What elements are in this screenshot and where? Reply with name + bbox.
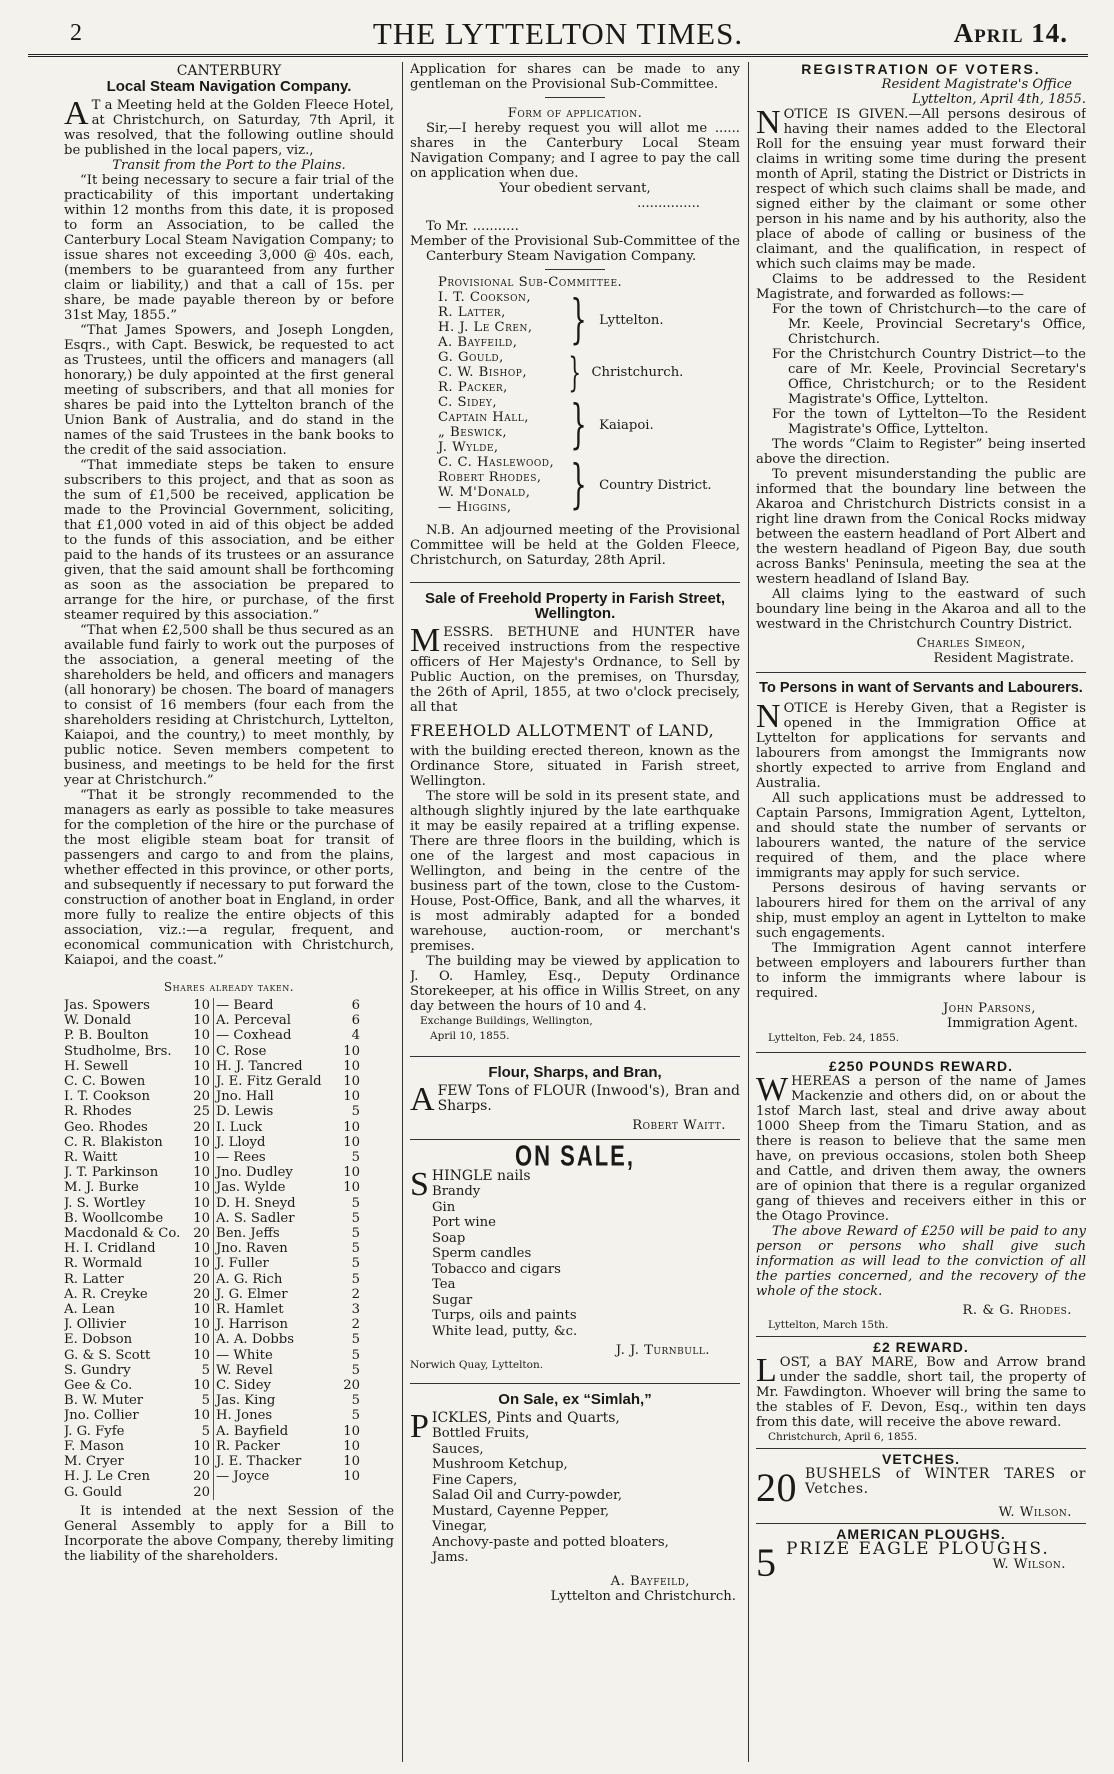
servants-body-4: The Immigration Agent cannot interfere between employers and labourers further than to inform the immigrants where labour is required. [756,941,1086,1001]
divider [545,97,605,98]
issue-date: April 14. [953,18,1068,48]
shareholder-name: Jno. Hall [216,1089,274,1105]
committee-member: Captain Hall, [438,410,529,425]
share-count: 3 [351,1302,360,1318]
flour-body: AFEW Tons of FLOUR (Inwood's), Bran and Sharps. [410,1081,740,1118]
share-count: 5 [184,1424,214,1439]
onsale-signature: J. J. Turnbull. [615,1343,710,1358]
share-count: 5 [351,1210,360,1226]
shareholder-name: Studholme, Brs. [64,1043,172,1059]
simlah-heading: On Sale, ex “Simlah,” [498,1391,652,1408]
committee-member: — Higgins, [438,500,512,515]
share-count: 10 [343,1119,360,1135]
onsale-heading: ON SALE, [515,1139,635,1172]
subcommittee-group [438,350,740,395]
share-count: 20 [184,1272,214,1287]
claim-address: For the Christchurch Country District—to the care of Mr. Keele, Provincial Secretary's Office, Christchurch; or to the Resident Magistrate's Office, Lyttelton. [772,347,1086,407]
share-count: 10 [343,1089,360,1105]
committee-member: H. J. Le Cren, [438,320,533,335]
simlah-item: Salad Oil and Curry-powder, [432,1488,623,1503]
registration-signature: Charles Simeon, [916,636,1026,651]
servants-body-2: All such applications must be addressed to Captain Parsons, Immigration Agent, Lyttelton, and should state the number of servants or labourers wanted, the nature of the service required of them, and the place where immigrants may apply for such service. [756,791,1086,881]
reward-date: Lyttelton, March 15th. [768,1319,889,1331]
column-1 [64,62,394,1766]
share-count: 10 [184,1256,214,1271]
shareholder-name: A. Lean [64,1302,115,1318]
shareholder-name: — Coxhead [216,1028,292,1044]
shareholder-name: M. Cryer [64,1454,124,1470]
shareholder-name: W. Revel [216,1362,273,1378]
column-2 [410,62,740,1766]
simlah-item: Fine Capers, [432,1472,518,1488]
shareholder-name: J. Lloyd [216,1134,266,1150]
onsale-first: SHINGLE nails [410,1166,531,1203]
shareholder-name: — Rees [216,1150,266,1166]
transit-subhead: Transit from the Port to the Plains. [112,158,346,173]
shareholder-name: Jas. Spowers [64,998,150,1013]
share-count: 5 [351,1104,360,1120]
page-number: 2 [70,20,82,46]
reward-body-2: The above Reward of £250 will be paid to any person or persons who shall give such information as will lead to the conviction of all the parties concerned, and the recovery of the whole of the stock. [756,1224,1086,1299]
divider [756,1448,1086,1449]
share-count: 10 [184,1074,214,1089]
shareholder-name: R. Latter [64,1271,124,1287]
shareholder-name: P. B. Boulton [64,1028,149,1044]
share-count: 10 [184,1044,214,1059]
share-count: 6 [351,998,360,1013]
committee-member: A. Bayfeild, [438,335,518,350]
sale-body-2: with the building erected thereon, known as the Ordinance Store, situated in Farish street, Wellington. [410,744,740,789]
shareholder-name: B. W. Muter [64,1393,144,1409]
share-count: 10 [184,1302,214,1317]
share-count [330,1485,360,1500]
simlah-signature: A. Bayfeild, [610,1573,690,1589]
registration-date: Lyttelton, April 4th, 1855. [912,92,1086,107]
subcommittee-group [438,395,740,455]
resolution-1: “It being necessary to secure a fair trial of the practicability of this important undertaking within 12 months from this date, it is proposed to form an Association, to be called the Canterbury Local Steam Navigation Company; to issue shares not exceeding 3,000 @ 40s. each, (members to be guaranteed from any further claim or liability,) and that a call of 15s. per share, be made payable thereon by or before 31st May, 1855.” [64,173,394,323]
share-count: 6 [351,1013,360,1029]
shareholder-name: J. T. Parkinson [64,1165,159,1181]
shareholder-name: C. Rose [216,1043,267,1059]
divider [756,1523,1086,1524]
shareholder-name: A. G. Rich [216,1271,283,1287]
shareholder-name: J. Fuller [216,1256,269,1272]
share-count: 10 [343,1454,360,1470]
simlah-item: Anchovy-paste and potted bloaters, [432,1534,669,1550]
share-count: 20 [184,1485,214,1500]
share-count: 5 [351,1362,360,1378]
share-count: 5 [351,1271,360,1287]
shareholder-name: Ben. Jeffs [216,1226,280,1242]
share-count: 2 [351,1286,360,1302]
share-count: 10 [343,1165,360,1181]
divider [410,1383,740,1384]
registration-role: Resident Magistrate. [933,651,1074,666]
share-count: 10 [343,1423,360,1439]
shareholder-name: J. G. Elmer [216,1286,288,1302]
committee-member: R. Latter, [438,305,506,320]
share-count: 5 [184,1393,214,1408]
registration-body: NOTICE IS GIVEN.—All persons desirous of having their names added to the Electoral Roll for the ensuing year must forward their claims in writing some time during the present month of April, stating the District or Districts in respect of which such claims shall be made, and signed either by the claimant or some other person in his name and by his authority, also the place of abode of calling or business of the claimant, and the qualification, in respect of which such claims may be made. [756,104,1086,272]
committee-place: Lyttelton. [599,312,664,328]
brace-mark: } [570,455,587,515]
brace-mark: } [568,349,582,396]
share-count: 20 [343,1378,360,1394]
share-count: 10 [184,1241,214,1256]
shareholder-name: R. Packer [216,1438,280,1454]
divider [545,269,605,270]
share-count: 10 [184,1348,214,1363]
ploughs-body: 5 PRIZE EAGLE PLOUGHS. [756,1539,1050,1585]
onsale-item: Sugar [432,1292,473,1308]
lost-date: Christchurch, April 6, 1855. [768,1431,918,1443]
share-count: 10 [343,1058,360,1074]
shareholder-name: R. Waitt [64,1150,118,1166]
share-count: 10 [343,1438,360,1454]
share-count: 10 [184,1135,214,1150]
share-count: 10 [184,1378,214,1393]
share-count: 20 [184,1226,214,1241]
resolution-4: “That when £2,500 shall be thus secured as an available fund fairly to work out the purposes of the association, a general meeting of the shareholders be held, and officers and managers (all honorary) be chosen. The board of managers to consist of 16 members (four each from the shareholders residing at Christchurch, Lyttelton, Kaiapoi, and the country,) to meet monthly, by public notice. Seven members competent to business, and meetings to be held for the first year at Christchurch.” [64,623,394,788]
share-count: 10 [343,1043,360,1059]
masthead [28,14,1088,57]
form-title: Form of application. [507,106,643,121]
registration-list [756,302,1086,437]
shareholder-name: A. R. Creyke [64,1286,148,1302]
onsale-item: Sperm candles [432,1246,532,1261]
subcommittee-list [410,290,740,515]
share-count: 10 [184,1165,214,1180]
shareholder-name: Gee & Co. [64,1378,133,1394]
sale-body-4: The building may be viewed by application to J. O. Hamley, Esq., Deputy Ordinance Storekeeper, at his office in Willis Street, on any day between the hours of 10 and 4. [410,954,740,1014]
shareholder-name: J. Ollivier [64,1317,126,1333]
company-heading: Local Steam Navigation Company. [106,78,352,95]
onsale-item: Tea [432,1277,456,1292]
onsale-list [410,1184,740,1339]
committee-member: „ Beswick, [438,425,508,440]
form-to: To Mr. ........... [426,219,519,234]
registration-boundary: To prevent misunderstanding the public are informed that the boundary line between the Akaroa and Christchurch Districts consist in a right line drawn from the Conical Rocks midway between the eastern headland of Port Albert and the western headland of Pigeon Bay, due south across Banks' Peninsula, meeting the sea at the western headland of Island Bay. [756,467,1086,587]
shareholder-name: I. T. Cookson [64,1089,150,1105]
shareholder-name: D. H. Sneyd [216,1195,296,1211]
share-count: 10 [184,1150,214,1165]
share-count: 20 [184,1120,214,1135]
simlah-first: PICKLES, Pints and Quarts, [410,1408,620,1445]
reward-body: WHEREAS a person of the name of James Mackenzie and others did, on or about the 1stof March last, steal and drive away about 1000 Sheep from the Timaru Station, and as there is reason to believe that the same men have, on previous occasions, stolen both Sheep and Cattle, and driven them away, the owners are of opinion that there is a regular organized gang of thieves and receivers either in this or the Otago Province. [756,1071,1086,1224]
onsale-item: Brandy [432,1184,481,1199]
share-count: 4 [351,1028,360,1044]
shareholder-name: J. S. Wortley [64,1195,146,1211]
share-count: 5 [351,1226,360,1242]
simlah-item: Mustard, Cayenne Pepper, [432,1503,610,1519]
share-count: 10 [184,1332,214,1347]
simlah-list [410,1426,740,1566]
shareholder-name: H. J. Tancred [216,1058,303,1074]
share-count: 10 [184,998,214,1013]
share-count: 20 [184,1287,214,1302]
shareholder-name: H. I. Cridland [64,1241,156,1257]
shareholder-name: B. Woollcombe [64,1210,164,1226]
share-count: 10 [184,1180,214,1195]
shareholder-name: A. A. Dobbs [216,1332,294,1348]
shareholder-name: D. Lewis [216,1104,274,1120]
shareholder-name: R. Rhodes [64,1104,132,1120]
share-count: 25 [184,1104,214,1119]
share-count: 20 [184,1089,214,1104]
form-member: Member of the Provisional Sub-Committee of the Canterbury Steam Navigation Company. [410,234,740,264]
share-count: 5 [351,1393,360,1409]
servants-body-3: Persons desirous of having servants or labourers hired for them on the arrival of any ship, must employ an agent in Lyttelton to make such engagements. [756,881,1086,941]
share-count: 2 [351,1317,360,1333]
shareholder-name: I. Luck [216,1119,263,1135]
share-count: 10 [184,1028,214,1043]
share-count: 5 [351,1256,360,1272]
shareholder-name [216,1485,328,1500]
resolution-3: “That immediate steps be taken to ensure subscribers to this project, and that as soon as the sum of £1,500 be received, application be made to the Provincial Government, soliciting, that £1,000 voted in aid of this object be added to the funds of this association, and be either paid to the hands of its trustees or an assurance given, that the said amount shall be forthcoming as soon as the association be prepared to arrange for the hire, or purchase, of the first steamer required by this association.” [64,458,394,623]
committee-member: R. Packer, [438,380,508,395]
claim-address: For the town of Christchurch—to the care of Mr. Keele, Provincial Secretary's Office, Christchurch. [772,302,1086,347]
shareholder-name: W. Donald [64,1013,132,1029]
share-count: 10 [343,1134,360,1150]
sale-address: Exchange Buildings, Wellington, [420,1015,593,1027]
shareholder-name: A. S. Sadler [216,1210,295,1226]
shareholder-name: F. Mason [64,1438,125,1454]
share-count: 10 [343,1469,360,1485]
shareholder-name: C. R. Blakiston [64,1134,163,1150]
share-count: 10 [184,1317,214,1332]
servants-heading: To Persons in want of Servants and Labourers. [759,680,1083,696]
onsale-address: Norwich Quay, Lyttelton. [410,1359,544,1371]
shareholder-name: Jas. Wylde [216,1180,286,1196]
flour-signature: Robert Waitt. [632,1118,726,1133]
subcommittee-title: Provisional Sub-Committee. [438,275,623,290]
onsale-item: White lead, putty, &c. [432,1323,578,1339]
registration-words: The words “Claim to Register” being inserted above the direction. [756,437,1086,467]
shareholder-name: Jno. Collier [64,1408,139,1424]
shares-table [64,998,394,1500]
shareholder-name: G. & S. Scott [64,1347,151,1363]
committee-member: C. W. Bishop, [438,365,528,380]
committee-place: Kaiapoi. [599,417,654,433]
share-count: 10 [184,1211,214,1226]
registration-all-claims: All claims lying to the eastward of such boundary line being in the Akaroa and all to the westward in the Christchurch Country District. [756,587,1086,632]
servants-role: Immigration Agent. [947,1016,1078,1031]
closing-note: It is intended at the next Session of the General Assembly to apply for a Bill to Incorporate the above Company, thereby limiting the liability of the shareholders. [64,1503,394,1564]
share-count: 5 [351,1241,360,1257]
share-count: 5 [351,1195,360,1211]
shareholder-name: M. J. Burke [64,1180,139,1196]
share-count: 10 [184,1196,214,1211]
registration-claims: Claims to be addressed to the Resident Magistrate, and forwarded as follows:— [756,272,1086,302]
shareholder-name: Jno. Dudley [216,1165,293,1181]
share-count: 10 [184,1408,214,1423]
resolution-2: “That James Spowers, and Joseph Longden, Esqrs., with Capt. Beswick, be requested to act as Trustees, until the officers and managers (all honorary,) be duly appointed at the first general meeting of subscribers, and that all monies for shares be paid into the Lyttelton branch of the Union Bank of Australia, and do stand in the names of the said Trustees in the bank books to the credit of the said association. [64,323,394,458]
brace-mark: } [570,395,587,455]
vetches-heading: VETCHES. [881,1451,960,1467]
shareholder-name: J. E. Thacker [216,1454,302,1470]
shareholder-name: H. Jones [216,1408,273,1424]
lost-heading: £2 REWARD. [873,1339,969,1355]
shareholder-name: A. Bayfield [216,1423,289,1439]
meeting-intro: A T a Meeting held at the Golden Fleece Hotel, at Christchurch, on Saturday, 7th April, it was resolved, that the following outline should be published in the local papers, viz., [64,95,394,158]
share-count: 5 [351,1150,360,1166]
onsale-item: Soap [432,1230,466,1246]
nb-note: N.B. An adjourned meeting of the Provisional Committee will be held at the Golden Fleece, Christchurch, on Saturday, 28th April. [410,523,740,568]
share-count: 10 [343,1074,360,1090]
vetches-body: 20 BUSHELS of WINTER TARES or Vetches. [756,1465,1086,1510]
shareholder-name: C. C. Bowen [64,1074,146,1090]
simlah-item: Sauces, [432,1441,484,1457]
form-signature-line: ............... [637,196,700,211]
flour-heading: Flour, Sharps, and Bran, [488,1064,662,1081]
registration-heading: REGISTRATION OF VOTERS. [801,62,1041,77]
sale-date: April 10, 1855. [430,1030,510,1042]
shareholder-name: — White [216,1347,273,1363]
divider [756,1052,1086,1053]
shareholder-name: Jno. Raven [216,1241,288,1257]
sale-headline: FREEHOLD ALLOTMENT of LAND, [410,721,715,740]
ploughs-signature: W. Wilson. [992,1557,1066,1572]
divider [756,672,1086,673]
lost-body: LOST, a BAY MARE, Bow and Arrow brand under the saddle, short tail, the property of Mr. Fawdington. Whoever will bring the same to the stables of F. Devon, Esq., within ten days from this date, will receive the above reward. [756,1352,1086,1430]
simlah-item: Jams. [432,1550,469,1565]
resolution-5: “That it be strongly recommended to the managers as early as possible to take measures for the completion of the hire or the purchase of the most eligible steam boat for transit of passengers and cargo to and from the plains, whether effected in this province, or other ports, and subsequently if necessary to put forward the construction of another boat in England, in order more fully to realize the entire objects of this association, viz.:—a regular, frequent, and economical communication with Christchurch, Kaiapoi, and the coast.” [64,788,394,968]
form-body: Sir,—I hereby request you will allot me ...... shares in the Canterbury Local Steam Navigation Company; and I agree to pay the call on application when due. [410,121,740,181]
divider [410,1056,740,1057]
subcommittee-group [438,455,740,515]
ploughs-heading: AMERICAN PLOUGHS. [836,1526,1006,1542]
shareholder-name: H. J. Le Cren [64,1469,150,1485]
share-count: 10 [343,1180,360,1196]
newspaper-title: THE LYTTELTON TIMES. [372,16,744,51]
shareholder-name: R. Wormald [64,1256,143,1272]
simlah-item: Bottled Fruits, [432,1426,530,1441]
reward-heading: £250 POUNDS REWARD. [829,1058,1013,1074]
shareholder-name: — Joyce [216,1469,270,1485]
shareholder-name: J. G. Fyfe [64,1423,125,1439]
share-count: 5 [351,1347,360,1363]
shareholder-name: — Beard [216,998,274,1013]
sale-body-3: The store will be sold in its present state, and although slightly injured by the late earthquake it may be easily repaired at a trifling expense. There are three floors in the building, which is one of the largest and most capacious in Wellington, and being in the centre of the business part of the town, close to the Custom-House, Post-Office, Bank, and all the wharves, it is most admirably adapted for a bonded warehouse, auction-room, or merchant's premises. [410,789,740,954]
divider [410,582,740,583]
section-heading: CANTERBURY [176,63,282,79]
servants-signature: John Parsons, [942,1001,1036,1016]
simlah-item: Vinegar, [432,1519,488,1534]
shares-heading: Shares already taken. [163,980,295,994]
shareholder-name: R. Hamlet [216,1302,284,1318]
sale-body: MESSRS. BETHUNE and HUNTER have received instructions from the respective officers of Her Majesty's Ordnance, to Sell by Public Auction, on the premises, on Thursday, the 26th of April, 1855, at two o'clock precisely, all that [410,622,740,715]
shareholder-name: H. Sewell [64,1058,129,1074]
committee-member: Robert Rhodes, [438,470,542,485]
servants-date: Lyttelton, Feb. 24, 1855. [768,1032,900,1044]
shareholder-name: C. Sidey [216,1378,271,1394]
share-count: 5 [351,1332,360,1348]
servants-body: NOTICE is Hereby Given, that a Register is opened in the Immigration Office at Lyttelton for applications for servants and labourers from amongst the Immigrants now shortly expected to arrive from England and Australia. [756,698,1086,791]
shareholder-name: Geo. Rhodes [64,1119,148,1135]
shareholder-name: E. Dobson [64,1332,133,1348]
registration-office: Resident Magistrate's Office [881,77,1072,92]
divider [756,1336,1086,1337]
claim-address: For the town of Lyttelton—To the Resident Magistrate's Office, Lyttelton. [772,407,1086,437]
subcommittee-group [438,290,740,350]
committee-place: Country District. [599,477,712,493]
onsale-item: Tobacco and cigars [432,1261,561,1277]
committee-member: W. M'Donald, [438,485,531,500]
shareholder-name: Jas. King [216,1393,276,1409]
vetches-signature: W. Wilson. [998,1505,1072,1520]
column-3 [756,62,1086,1766]
application-intro: Application for shares can be made to any gentleman on the Provisional Sub-Committee. [410,62,740,92]
committee-member: J. Wylde, [438,440,499,455]
share-count: 10 [184,1439,214,1454]
committee-member: I. T. Cookson, [438,290,532,305]
onsale-item: Turps, oils and paints [432,1308,577,1323]
committee-member: G. Gould, [438,350,504,365]
sale-heading: Sale of Freehold Property in Farish Street, Wellington. [424,590,726,622]
committee-member: C. Sidey, [438,395,498,410]
shareholder-name: Macdonald & Co. [64,1226,181,1242]
shareholder-name: G. Gould [64,1484,123,1500]
reward-signature: R. & G. Rhodes. [962,1303,1072,1318]
onsale-item: Port wine [432,1215,496,1230]
share-count: 5 [184,1363,214,1378]
shareholder-name: J. E. Fitz Gerald [216,1074,322,1090]
committee-member: C. C. Haslewood, [438,455,555,470]
shareholder-name: A. Perceval [216,1013,292,1029]
shareholder-name: J. Harrison [216,1317,289,1333]
committee-place: Christchurch. [591,365,684,380]
share-count: 10 [184,1059,214,1074]
form-signoff: Your obedient servant, [499,181,651,196]
share-count: 5 [351,1408,360,1424]
simlah-address: Lyttelton and Christchurch. [550,1588,736,1604]
share-count: 10 [184,1013,214,1028]
share-count: 20 [184,1469,214,1484]
brace-mark: } [570,290,587,350]
share-count: 10 [184,1454,214,1469]
newspaper-page [28,14,1088,1766]
shareholder-name: S. Gundry [64,1362,131,1378]
simlah-item: Mushroom Ketchup, [432,1457,568,1472]
onsale-item: Gin [432,1199,456,1215]
